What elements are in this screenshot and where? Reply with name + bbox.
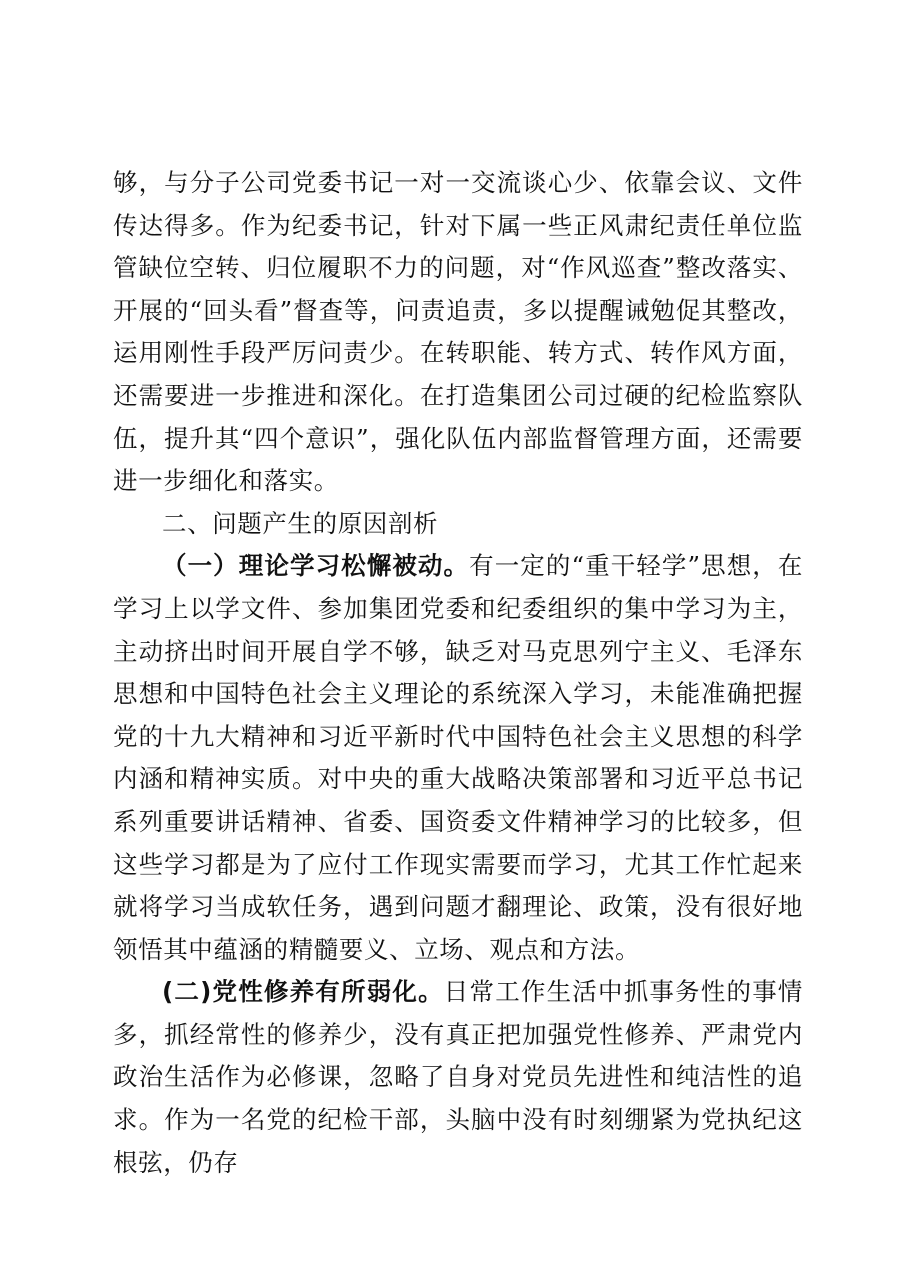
section-heading: 二、问题产生的原因剖析 [162,508,439,538]
paragraph-lead-1: （一）理论学习松懈被动。 [162,551,470,581]
paragraph-body-1: 有一定的“重干轻学”思想，在学习上以学文件、参加集团党委和纪委组织的集中学习为主，主动挤出时间开展自学不够，缺乏对马克思列宁主义、毛泽东思想和中国特色社会主义理论的系统深入学习，未能准确把握党的十九大精神和习近平新时代中国特色社会主义思想的科学内涵和精神实质。对中央的重大战略决策部署和习近平总书记系列重要讲话精神、省委、国资委文件精神学习的比较多，但这些学习都是为了应付工作现实需要而学习，尤其工作忙起来就将学习当成软任务，遇到问题才翻理论、政策，没有很好地领悟其中蕴涵的精髓要义、立场、观点和方法。 [113,551,803,964]
paragraph-theory-study [113,545,803,971]
paragraph-body-2: 日常工作生活中抓事务性的事情多，抓经常性的修养少，没有真正把加强党性修养、严肃党内政治生活作为必修课，忽略了自身对党员先进性和纯洁性的追求。作为一名党的纪检干部，头脑中没有时刻绷紧为党执纪这根弦，仍存 [113,977,803,1177]
paragraph-lead-2: (二)党性修养有所弱化。 [162,977,444,1007]
paragraph-party-cultivation [113,971,803,1184]
document-body [113,162,803,1184]
continued-paragraph: 够，与分子公司党委书记一对一交流谈心少、依靠会议、文件传达得多。作为纪委书记，针对下属一些正风肃纪责任单位监管缺位空转、归位履职不力的问题，对“作风巡查”整改落实、开展的“回头看”督查等，问责追责，多以提醒诫勉促其整改，运用刚性手段严厉问责少。在转职能、转方式、转作风方面，还需要进一步推进和深化。在打造集团公司过硬的纪检监察队伍，提升其“四个意识”，强化队伍内部监督管理方面，还需要进一步细化和落实。 [113,168,803,496]
